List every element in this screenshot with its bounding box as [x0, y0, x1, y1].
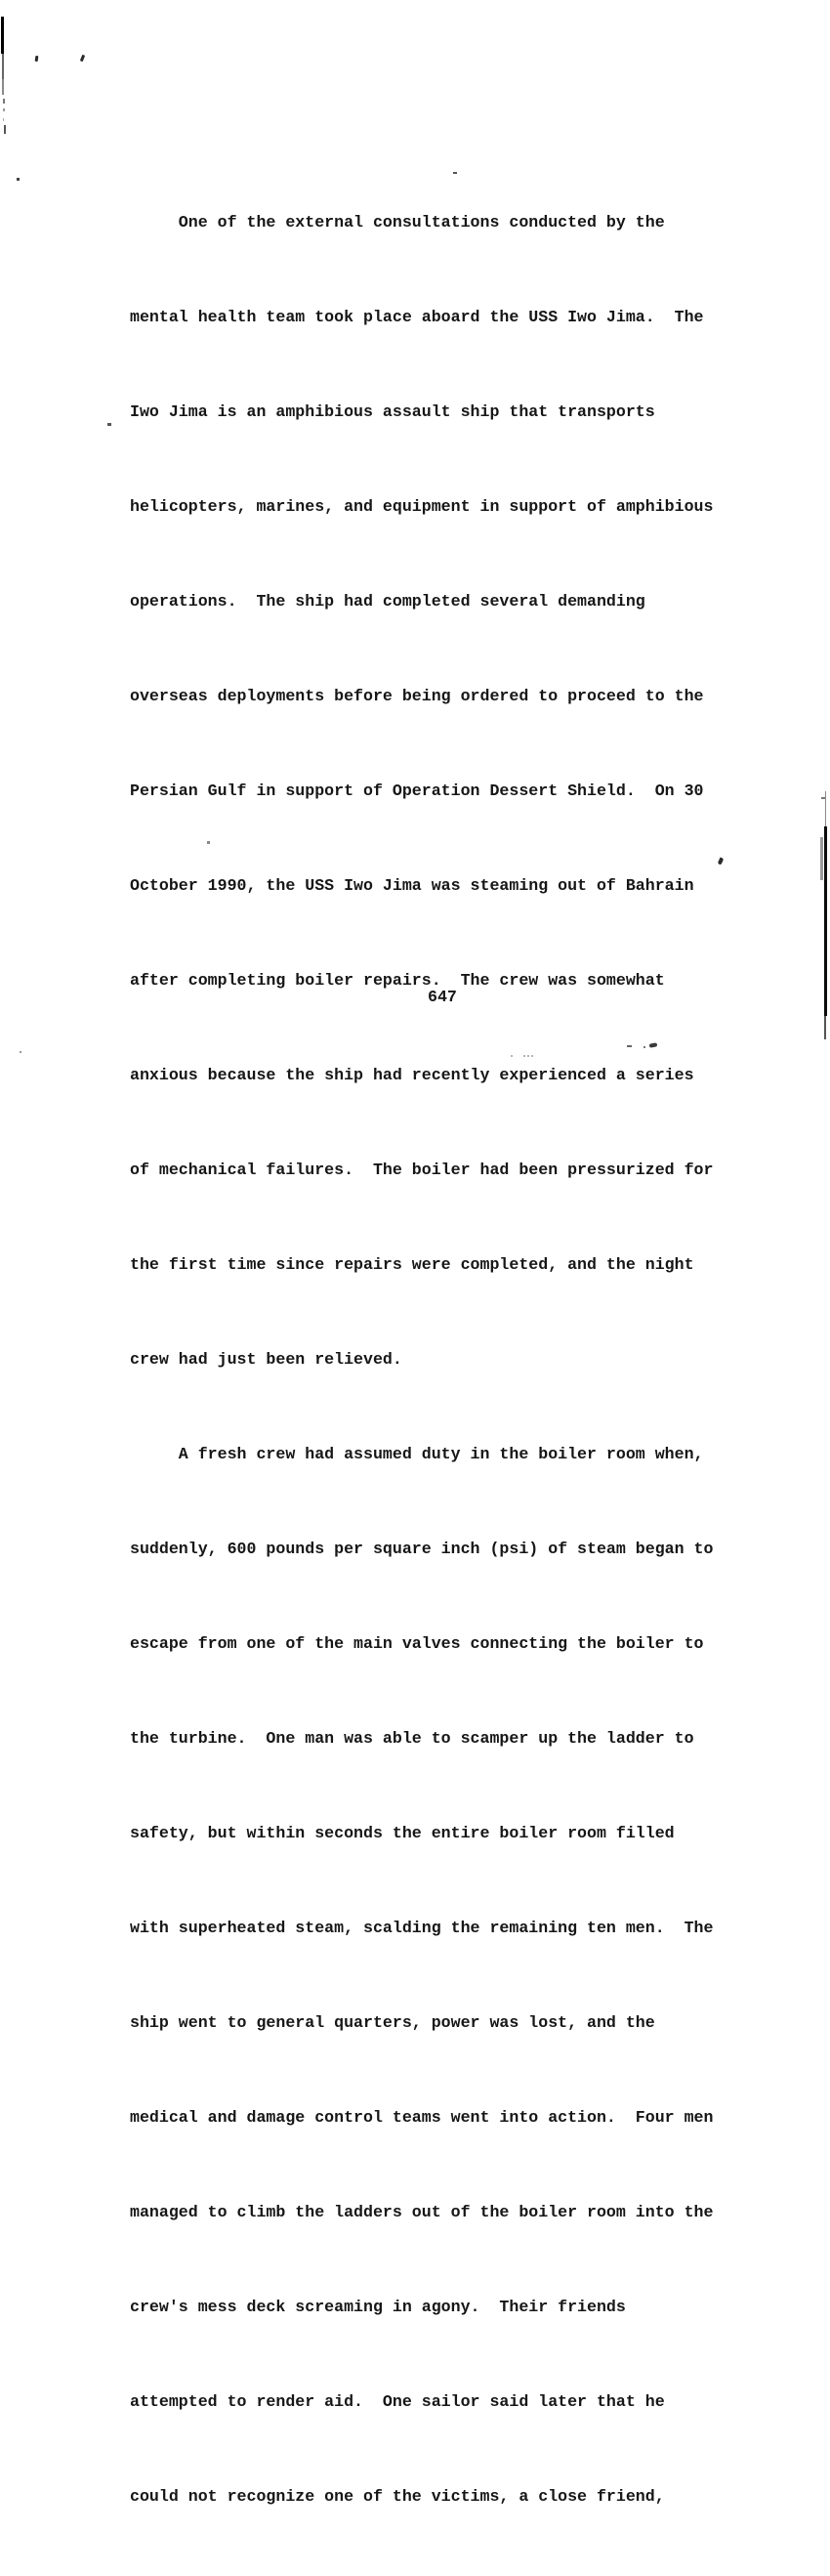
- text-line: ship went to general quarters, power was lost, and the: [130, 2013, 655, 2033]
- text-line: the first time since repairs were completed, and the night: [130, 1255, 694, 1275]
- scan-artifact-speck: [17, 178, 20, 181]
- scan-artifact-left-edge-dot: [3, 108, 5, 111]
- text-line: suddenly, 600 pounds per square inch (psi) of steam began to: [130, 1540, 714, 1559]
- text-line: safety, but within seconds the entire boiler room filled: [130, 1824, 675, 1843]
- scan-artifact-speck: [643, 1046, 645, 1048]
- scan-artifact-right-edge-line: [825, 791, 826, 830]
- text-line: A fresh crew had assumed duty in the boiler room when,: [130, 1445, 704, 1464]
- scan-artifact-left-edge-dash: [4, 125, 6, 134]
- text-line: crew had just been relieved.: [130, 1350, 402, 1370]
- scan-artifact-speck: [531, 1055, 533, 1057]
- text-line: the turbine. One man was able to scamper up the ladder to: [130, 1729, 694, 1749]
- scan-artifact-speck: [20, 1051, 21, 1053]
- scan-artifact-speck: [80, 55, 85, 63]
- scan-artifact-right-edge-line: [824, 1016, 826, 1039]
- scan-artifact-right-edge-line: [820, 837, 823, 880]
- text-line: anxious because the ship had recently experienced a series: [130, 1065, 694, 1084]
- scan-artifact-comma-speck: [718, 857, 725, 865]
- scan-artifact-left-edge-line: [1, 17, 4, 54]
- text-line: of mechanical failures. The boiler had been pressurized for: [130, 1161, 714, 1179]
- text-line: October 1990, the USS Iwo Jima was steaming out of Bahrain: [130, 875, 694, 895]
- text-line: with superheated steam, scalding the remaining ten men. The: [130, 1919, 714, 1938]
- scan-artifact-speck: [453, 172, 457, 174]
- scan-artifact-left-edge-dot: [3, 99, 5, 104]
- text-line: crew's mess deck screaming in agony. Their friends: [130, 2298, 626, 2317]
- scan-artifact-right-edge-tick: [821, 797, 825, 799]
- scan-artifact-speck: [207, 841, 210, 844]
- text-line: mental health team took place aboard the USS Iwo Jima. The: [130, 307, 704, 326]
- scan-artifact-speck: [511, 1055, 513, 1057]
- scan-artifact-left-edge-line: [2, 79, 4, 95]
- text-line: helicopters, marines, and equipment in support of amphibious: [130, 496, 714, 516]
- text-line: after completing boiler repairs. The crew was somewhat: [130, 970, 665, 990]
- text-line: One of the external consultations conducted by the: [130, 212, 665, 232]
- text-line: overseas deployments before being ordered to proceed to the: [130, 686, 704, 705]
- text-line: medical and damage control teams went into action. Four men: [130, 2108, 714, 2128]
- text-line: escape from one of the main valves connecting the boiler to: [130, 1634, 704, 1654]
- scan-artifact-speck: [107, 423, 111, 426]
- text-line: Persian Gulf in support of Operation Dessert Shield. On 30: [130, 781, 704, 800]
- text-line: could not recognize one of the victims, a close friend,: [130, 2487, 665, 2507]
- text-line: operations. The ship had completed several demanding: [130, 591, 645, 611]
- scan-artifact-speck: [627, 1045, 632, 1047]
- scan-artifact-speck: [527, 1055, 529, 1057]
- scan-artifact-right-edge-line: [824, 826, 827, 1016]
- scan-artifact-speck: [35, 56, 39, 62]
- page-number: 647: [428, 988, 457, 1006]
- page-text-body: [130, 144, 713, 2576]
- text-line: managed to climb the ladders out of the boiler room into the: [130, 2203, 714, 2222]
- text-line: attempted to render aid. One sailor said later that he: [130, 2392, 665, 2412]
- text-line: Iwo Jima is an amphibious assault ship that transports: [130, 401, 655, 421]
- scan-artifact-left-edge-line: [2, 54, 4, 79]
- scan-artifact-speck: [523, 1055, 525, 1057]
- scan-artifact-left-edge-dot: [3, 118, 4, 121]
